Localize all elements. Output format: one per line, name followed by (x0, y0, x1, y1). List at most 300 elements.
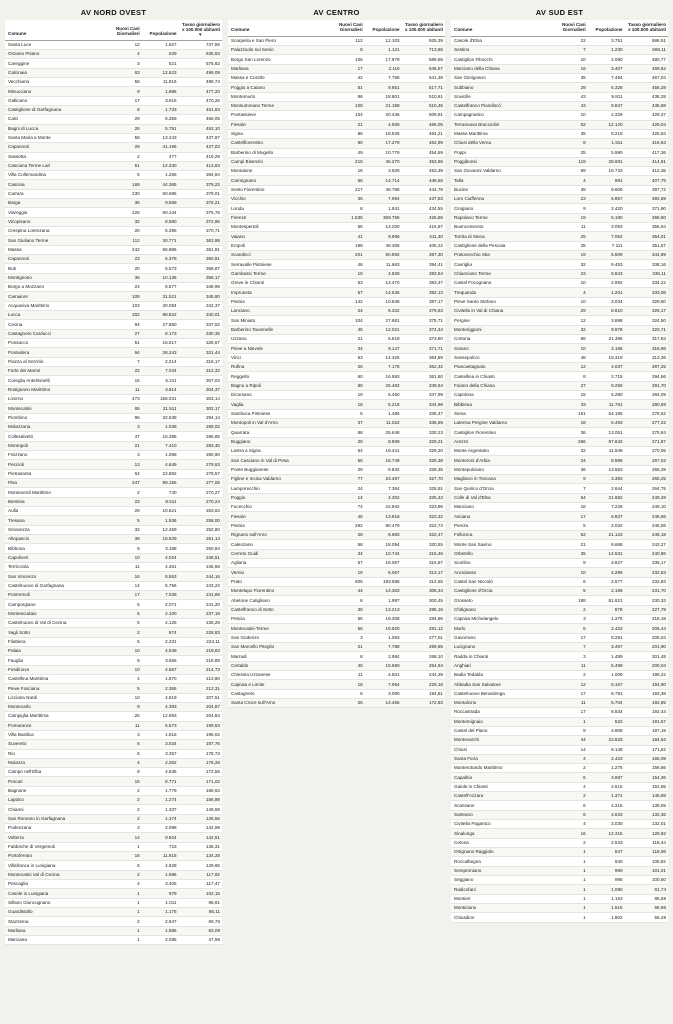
cell-rate: 200,04 (625, 661, 668, 670)
cell-rate: 348,99 (179, 283, 222, 292)
cell-new-cases: 54 (551, 493, 588, 502)
cell-new-cases: 16 (328, 167, 365, 176)
cell-rate: 434,55 (402, 204, 445, 213)
cell-name: Radicofani (451, 885, 551, 894)
cell-name: Montespertoli (228, 223, 328, 232)
cell-population: 5.573 (142, 264, 179, 273)
table-row (451, 894, 668, 903)
table-row (228, 64, 445, 73)
table-row (5, 423, 222, 432)
cell-population: 7.410 (142, 441, 179, 450)
cell-rate: 313,36 (625, 353, 668, 362)
table-row (228, 558, 445, 567)
table-row (228, 111, 445, 120)
cell-rate: 184,62 (625, 736, 668, 745)
cell-name: Capannori (5, 255, 105, 264)
header-population[interactable]: Popolazione (588, 20, 625, 36)
cell-rate: 452,10 (179, 124, 222, 133)
cell-new-cases: 5 (105, 684, 142, 693)
cell-rate: 387,17 (402, 297, 445, 306)
cell-new-cases: 242 (105, 245, 142, 254)
table-body-sud-est (451, 36, 668, 922)
cell-name: Sesto Fiorentino (228, 185, 328, 194)
table-row (5, 115, 222, 124)
cell-new-cases: 13 (105, 460, 142, 469)
cell-population: 990 (588, 866, 625, 875)
table-row (451, 745, 668, 754)
cell-population: 2.085 (142, 936, 179, 945)
cell-rate: 165,09 (625, 754, 668, 763)
cell-new-cases: 8 (105, 768, 142, 777)
cell-rate: 329,17 (625, 307, 668, 316)
cell-new-cases: 11 (551, 698, 588, 707)
cell-population: 4.533 (588, 810, 625, 819)
cell-name: San Marcello Piteglio (228, 642, 328, 651)
cell-population: 8.173 (142, 329, 179, 338)
cell-new-cases: 1 (551, 913, 588, 922)
cell-rate: 429,37 (625, 111, 668, 120)
cell-rate: 242,27 (625, 540, 668, 549)
cell-name: Campiglia Marittima (5, 712, 105, 721)
table-row (5, 786, 222, 795)
table-row (228, 391, 445, 400)
cell-new-cases: 39 (105, 534, 142, 543)
cell-rate: 204,87 (179, 702, 222, 711)
table-row (5, 721, 222, 730)
cell-population: 5.509 (588, 251, 625, 260)
table-row (228, 279, 445, 288)
table-row (228, 129, 445, 138)
table-row (228, 409, 445, 418)
cell-name: Anciolasso (451, 568, 551, 577)
cell-rate: 246,58 (179, 562, 222, 571)
cell-population: 2.715 (588, 372, 625, 381)
cell-rate: 351,57 (625, 241, 668, 250)
cell-population: 8.148 (588, 745, 625, 754)
cell-name: Radda in Chianti (451, 652, 551, 661)
table-row (5, 702, 222, 711)
cell-population: 3.393 (588, 474, 625, 483)
cell-new-cases: 8 (328, 45, 365, 54)
cell-rate: 325,43 (402, 493, 445, 502)
table-row (451, 810, 668, 819)
cell-rate: 486,74 (179, 77, 222, 86)
cell-name: Monteverdi Marittimo (5, 488, 105, 497)
cell-new-cases: 24 (105, 283, 142, 292)
cell-rate: 373,80 (402, 335, 445, 344)
table-row (451, 73, 668, 82)
cell-population: 15.529 (142, 534, 179, 543)
header-comune[interactable]: Comune (228, 20, 328, 36)
table-row (451, 549, 668, 558)
cell-new-cases: 151 (551, 409, 588, 418)
cell-new-cases: 10 (105, 646, 142, 655)
table-nord-ovest (5, 20, 222, 945)
header-comune[interactable]: Comune (5, 20, 105, 40)
table-row (5, 814, 222, 823)
cell-new-cases: 3 (551, 614, 588, 623)
cell-new-cases: 16 (551, 829, 588, 838)
table-row (5, 49, 222, 58)
cell-rate: 294,66 (625, 372, 668, 381)
cell-name: Barberino Tavarnelle (228, 325, 328, 334)
cell-name: Bagni di Lucca (5, 124, 105, 133)
cell-new-cases: 6 (328, 596, 365, 605)
cell-rate: 194,81 (402, 689, 445, 698)
cell-new-cases: 10 (551, 568, 588, 577)
cell-name: Fabbriche di Vergemoli (5, 842, 105, 851)
cell-name: Pescaglia (5, 880, 105, 889)
cell-rate: 117,92 (179, 870, 222, 879)
cell-new-cases: 106 (328, 55, 365, 64)
cell-population: 25.462 (365, 381, 402, 390)
cell-new-cases: 104 (328, 111, 365, 120)
cell-name: Serravalle Pistoiese (228, 260, 328, 269)
table-row (451, 820, 668, 829)
cell-name: Cecina (5, 320, 105, 329)
cell-new-cases: 16 (105, 376, 142, 385)
cell-population: 1.911 (588, 139, 625, 148)
table-row (228, 251, 445, 260)
cell-new-cases: 247 (105, 478, 142, 487)
cell-new-cases: 230 (105, 189, 142, 198)
cell-new-cases: 57 (328, 288, 365, 297)
header-new-cases[interactable]: Nuovi Casi Giornalieri (105, 20, 142, 40)
cell-rate: 91,74 (625, 885, 668, 894)
cell-new-cases: 10 (551, 279, 588, 288)
cell-new-cases: 2 (105, 488, 142, 497)
table-row (5, 311, 222, 320)
cell-population: 1.230 (588, 45, 625, 54)
cell-new-cases: 19 (328, 391, 365, 400)
table-row (451, 904, 668, 913)
cell-rate: 249,28 (625, 493, 668, 502)
cell-name: Monte Argentario (451, 447, 551, 456)
cell-rate: 138,31 (179, 842, 222, 851)
cell-rate: 320,71 (625, 325, 668, 334)
cell-population: 88.822 (142, 311, 179, 320)
cell-population: 12.021 (365, 325, 402, 334)
cell-rate: 98,91 (179, 898, 222, 907)
cell-rate: 241,89 (179, 590, 222, 599)
cell-rate: 358,87 (179, 264, 222, 273)
table-row (228, 437, 445, 446)
cell-name: Monticiano (451, 904, 551, 913)
cell-new-cases: 9 (105, 702, 142, 711)
table-row (451, 736, 668, 745)
cell-population: 3.030 (588, 820, 625, 829)
cell-rate: 212,31 (179, 684, 222, 693)
table-row (228, 521, 445, 530)
cell-new-cases: 169 (105, 180, 142, 189)
cell-new-cases: 1 (105, 889, 142, 898)
cell-population: 21.123 (588, 530, 625, 539)
cell-population: 14.465 (365, 698, 402, 707)
cell-rate: 316,17 (179, 357, 222, 366)
table-row (5, 880, 222, 889)
header-population[interactable]: Popolazione (365, 20, 402, 36)
cell-rate: 397,30 (402, 251, 445, 260)
table-row (5, 572, 222, 581)
cell-name: Forte dei Marmi (5, 367, 105, 376)
cell-new-cases: 18 (328, 400, 365, 409)
cell-name: Empoli (228, 241, 328, 250)
cell-new-cases: 103 (105, 301, 142, 310)
table-row (5, 852, 222, 861)
cell-rate: 437,97 (179, 133, 222, 142)
cell-rate: 323,96 (402, 502, 445, 511)
header-comune[interactable]: Comune (451, 20, 551, 36)
table-row (228, 297, 445, 306)
table-row (451, 129, 668, 138)
table-row (228, 223, 445, 232)
table-row (5, 926, 222, 935)
cell-name: Borgo San Lorenzo (228, 55, 328, 64)
cell-population: 1.038 (142, 423, 179, 432)
cell-name: Portoferraio (5, 852, 105, 861)
cell-name: Castelfiorentino (228, 139, 328, 148)
cell-new-cases: 20 (105, 227, 142, 236)
cell-new-cases: 23 (105, 255, 142, 264)
table-row (451, 782, 668, 791)
cell-rate: 312,32 (179, 367, 222, 376)
cell-name: Villafranca in Lunigiana (5, 861, 105, 870)
cell-new-cases: 9 (551, 204, 588, 213)
cell-population: 6.067 (365, 568, 402, 577)
cell-name: Capraia Michelangelo (451, 614, 551, 623)
cell-name: Lajatico (5, 796, 105, 805)
cell-new-cases: 32 (105, 217, 142, 226)
table-row (5, 264, 222, 273)
cell-new-cases: 2 (105, 796, 142, 805)
cell-rate: 172,83 (402, 698, 445, 707)
cell-name: Collesalvetti (5, 432, 105, 441)
cell-population: 1.275 (588, 764, 625, 773)
cell-rate: 280,59 (625, 400, 668, 409)
cell-new-cases: 2 (551, 764, 588, 773)
header-new-cases[interactable]: Nuovi Casi Giornalieri (328, 20, 365, 36)
cell-population: 8.810 (588, 307, 625, 316)
cell-population: 2.984 (365, 652, 402, 661)
table-row (451, 92, 668, 101)
table-row (5, 301, 222, 310)
cell-new-cases: 5 (105, 637, 142, 646)
cell-new-cases: 5 (105, 600, 142, 609)
header-rate[interactable]: Tasso giornaliero x 100.000 abitanti (402, 20, 445, 36)
cell-population: 4.393 (142, 702, 179, 711)
cell-name: Vecchiano (5, 77, 105, 86)
table-row (5, 208, 222, 217)
cell-population: 6.843 (588, 269, 625, 278)
cell-rate: 219,83 (179, 646, 222, 655)
cell-rate: 270,06 (625, 447, 668, 456)
cell-new-cases: 1 (105, 898, 142, 907)
cell-population: 1.886 (142, 87, 179, 96)
cell-new-cases: 20 (105, 264, 142, 273)
cell-population: 9.256 (588, 381, 625, 390)
cell-name: Chitignano (451, 605, 551, 614)
cell-name: Bientina (5, 497, 105, 506)
cell-name: Marciano della Chiana (451, 64, 551, 73)
cell-population: 30.771 (142, 236, 179, 245)
cell-population: 9.851 (365, 83, 402, 92)
cell-new-cases: 9 (551, 726, 588, 735)
table-row (451, 708, 668, 717)
cell-rate: 198,22 (625, 670, 668, 679)
cell-new-cases: 1 (105, 908, 142, 917)
cell-rate: 129,92 (625, 829, 668, 838)
cell-name: Sillano Giuncugnano (5, 898, 105, 907)
cell-population: 11.663 (365, 260, 402, 269)
region-column-sud-est (451, 6, 668, 923)
table-row (228, 204, 445, 213)
cell-population: 4.828 (365, 269, 402, 278)
cell-new-cases: 142 (328, 297, 365, 306)
cell-population: 12.623 (142, 68, 179, 77)
cell-rate: 192,44 (625, 708, 668, 717)
table-row (451, 269, 668, 278)
header-population[interactable]: Popolazione (142, 20, 179, 40)
cell-new-cases: 1 (551, 904, 588, 913)
cell-name: Abetone Cutigliano (228, 596, 328, 605)
cell-name: Foiano della Chiana (451, 381, 551, 390)
cell-name: Viareggio (5, 208, 105, 217)
cell-name: Licciana Nardi (5, 693, 105, 702)
cell-rate: 149,59 (179, 805, 222, 814)
table-row (5, 124, 222, 133)
cell-population: 15.690 (365, 661, 402, 670)
cell-new-cases: 33 (551, 400, 588, 409)
table-row (451, 512, 668, 521)
table-row (228, 269, 445, 278)
cell-rate: 55,49 (625, 913, 668, 922)
cell-rate: 345,80 (179, 292, 222, 301)
cell-name: Castiglione di Garfagnana (5, 105, 105, 114)
cell-name: Vinci (228, 353, 328, 362)
cell-rate: 407,75 (625, 176, 668, 185)
table-row (5, 395, 222, 404)
cell-rate: 340,01 (179, 311, 222, 320)
cell-new-cases: 48 (551, 353, 588, 362)
cell-rate: 243,22 (179, 581, 222, 590)
cell-name: Cetona (451, 838, 551, 847)
table-row (228, 335, 445, 344)
cell-name: Castiglione della Pescaia (451, 241, 551, 250)
cell-name: Cerreto Guidi (228, 549, 328, 558)
cell-name: Peccioli (5, 460, 105, 469)
table-row (228, 568, 445, 577)
cell-name: Santa Croce sull'Arno (228, 698, 328, 707)
cell-rate: 317,83 (625, 335, 668, 344)
cell-population: 2.992 (588, 279, 625, 288)
header-rate[interactable] (179, 20, 222, 40)
cell-name: Casole d'Elsa (451, 36, 551, 45)
table-row (228, 381, 445, 390)
cell-population: 2.644 (588, 484, 625, 493)
table-row (5, 227, 222, 236)
cell-name: Rapolano Terme (451, 213, 551, 222)
table-row (228, 540, 445, 549)
cell-rate: 206,44 (625, 624, 668, 633)
cell-new-cases: 40 (328, 661, 365, 670)
cell-new-cases: 16 (551, 64, 588, 73)
cell-new-cases: 55 (328, 223, 365, 232)
cell-population: 995 (588, 876, 625, 885)
table-row (228, 363, 445, 372)
cell-new-cases: 19 (551, 213, 588, 222)
cell-new-cases: 3 (105, 59, 142, 68)
table-row (228, 73, 445, 82)
cell-population: 1.585 (142, 926, 179, 935)
cell-rate: 240,86 (625, 549, 668, 558)
cell-rate: 344,96 (402, 400, 445, 409)
cell-name: Montignoso (5, 273, 105, 282)
cell-rate: 244,39 (402, 670, 445, 679)
table-row (5, 600, 222, 609)
cell-name: Suvereto (5, 740, 105, 749)
cell-population: 1.011 (142, 898, 179, 907)
cell-new-cases: 4 (105, 49, 142, 58)
cell-population: 3.034 (142, 740, 179, 749)
cell-name: Impruneta (228, 288, 328, 297)
cell-name: Castelnuovo di Garfagnana (5, 581, 105, 590)
cell-new-cases: 22 (105, 367, 142, 376)
cell-new-cases: 302 (105, 311, 142, 320)
table-row (5, 758, 222, 767)
cell-new-cases: 3 (105, 824, 142, 833)
cell-name: Lucignano (451, 642, 551, 651)
header-new-cases[interactable]: Nuovi Casi Giornalieri (551, 20, 588, 36)
cell-rate: 737,55 (179, 40, 222, 49)
cell-new-cases: 29 (105, 143, 142, 152)
cell-rate: 102,15 (179, 889, 222, 898)
cell-population: 10.136 (142, 273, 179, 282)
table-row (5, 637, 222, 646)
cell-new-cases: 1 (105, 926, 142, 935)
cell-new-cases: 17 (105, 96, 142, 105)
cell-population: 8.832 (365, 465, 402, 474)
sort-descending-icon: ▼ (198, 31, 203, 37)
cell-name: Buonconvento (451, 223, 551, 232)
cell-rate: 334,22 (625, 279, 668, 288)
table-row (451, 363, 668, 372)
table-row (451, 148, 668, 157)
table-row (451, 55, 668, 64)
cell-name: Scansano (451, 801, 551, 810)
table-row (5, 917, 222, 926)
cell-new-cases: 22 (551, 36, 588, 45)
cell-name: Marliana (5, 926, 105, 935)
cell-rate: 467,04 (625, 73, 668, 82)
cell-population: 2.355 (142, 684, 179, 693)
table-header-row (451, 20, 668, 36)
cell-name: Vagli Sotto (5, 628, 105, 637)
cell-new-cases: 6 (328, 689, 365, 698)
table-row (451, 167, 668, 176)
cell-name: Montecarlo (5, 702, 105, 711)
cell-new-cases: 35 (551, 549, 588, 558)
cell-name: Laterina Pergine Valdarno (451, 419, 551, 428)
cell-new-cases: 35 (551, 129, 588, 138)
cell-population: 4.302 (365, 493, 402, 502)
header-rate[interactable]: Tasso giornaliero x 100.000 abitanti (625, 20, 668, 36)
cell-rate: 361,60 (402, 372, 445, 381)
cell-population: 2.422 (588, 624, 625, 633)
table-row (451, 726, 668, 735)
cell-rate: 232,83 (625, 577, 668, 586)
cell-rate: 362,32 (402, 363, 445, 372)
table-row (5, 357, 222, 366)
